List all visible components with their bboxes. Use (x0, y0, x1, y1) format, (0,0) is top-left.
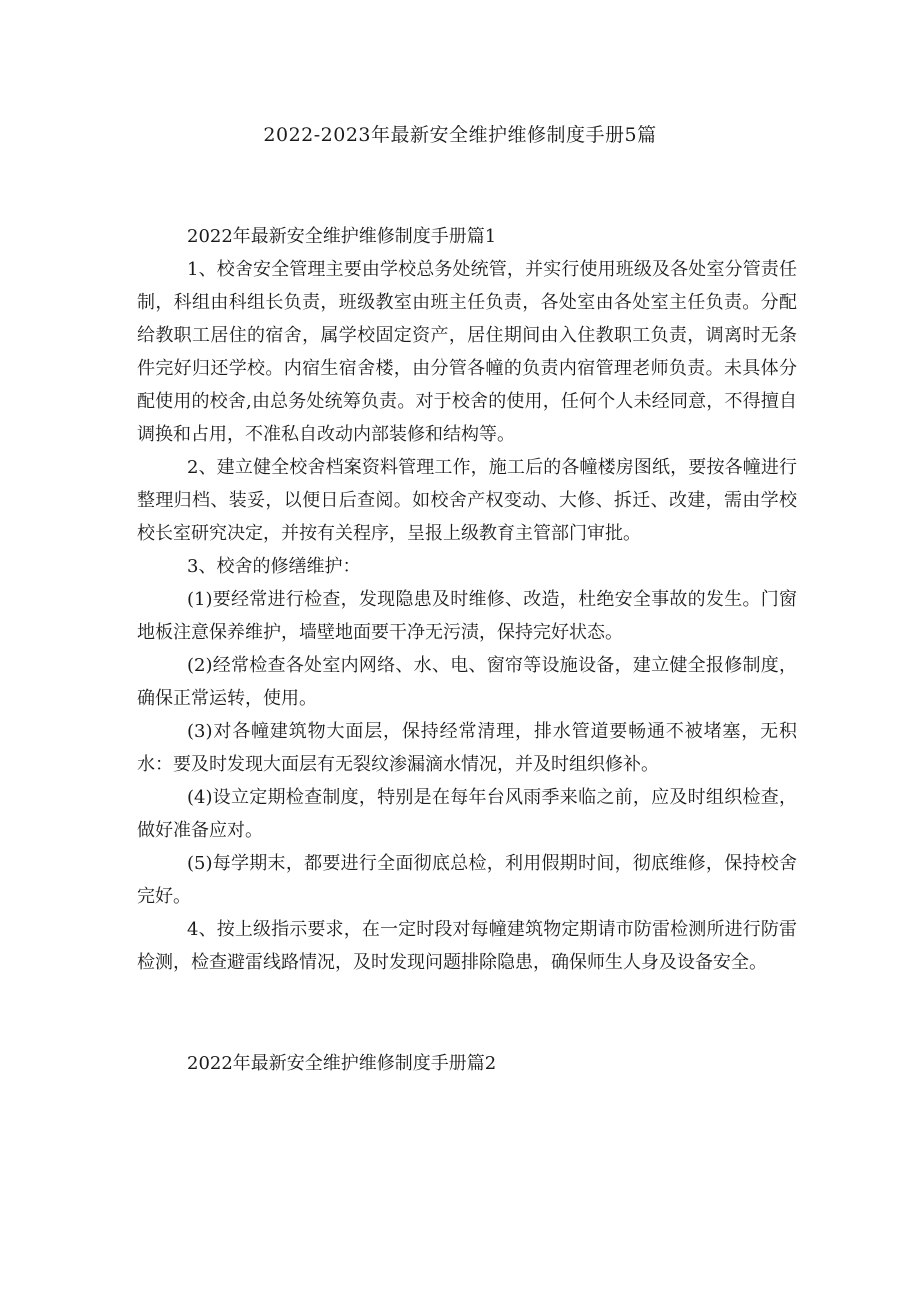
paragraph: 2、建立健全校舍档案资料管理工作，施工后的各幢楼房图纸，要按各幢进行整理归档、装妥，以便日后查阅。如校舍产权变动、大修、拆迁、改建，需由学校校长室研究决定，并按有关程序，呈报上级教育主管部门审批。 (137, 457, 797, 544)
paragraph: (5)每学期末，都要进行全面彻底总检，利用假期时间，彻底维修，保持校舍完好。 (137, 853, 797, 907)
section-heading-1: 2022年最新安全维护维修制度手册篇1 (187, 226, 497, 247)
paragraph: 3、校舍的修缮维护： (187, 556, 361, 577)
document-title: 2022-2023年最新安全维护维修制度手册5篇 (263, 124, 657, 146)
paragraph: 4、按上级指示要求，在一定时段对每幢建筑物定期请市防雷检测所进行防雷检测，检查避雷线路情况，及时发现问题排除隐患，确保师生人身及设备安全。 (137, 919, 797, 973)
paragraph: (3)对各幢建筑物大面层，保持经常清理，排水管道要畅通不被堵塞，无积水：要及时发现大面层有无裂纹渗漏滴水情况，并及时组织修补。 (137, 721, 797, 775)
section-heading-2: 2022年最新安全维护维修制度手册篇2 (187, 1053, 497, 1074)
paragraph: 1、校舍安全管理主要由学校总务处统管，并实行使用班级及各处室分管责任制，科组由科组长负责，班级教室由班主任负责，各处室由各处室主任负责。分配给教职工居住的宿舍，属学校固定资产，居住期间由入住教职工负责，调离时无条件完好归还学校。内宿生宿舍楼，由分管各幢的负责内宿管理老师负责。未具体分配使用的校舍,由总务处统筹负责。对于校舍的使用，任何个人未经同意，不得擅自调换和占用，不准私自改动内部装修和结构等。 (137, 259, 797, 445)
document-body (137, 220, 797, 1080)
paragraph: (2)经常检查各处室内网络、水、电、窗帘等设施设备，建立健全报修制度，确保正常运转，使用。 (137, 655, 797, 709)
paragraph: (4)设立定期检查制度，特别是在每年台风雨季来临之前，应及时组织检查，做好准备应对。 (137, 787, 797, 841)
paragraph: (1)要经常进行检查，发现隐患及时维修、改造，杜绝安全事故的发生。门窗地板注意保养维护，墙壁地面要干净无污渍，保持完好状态。 (137, 589, 797, 643)
section-gap (137, 979, 797, 1047)
